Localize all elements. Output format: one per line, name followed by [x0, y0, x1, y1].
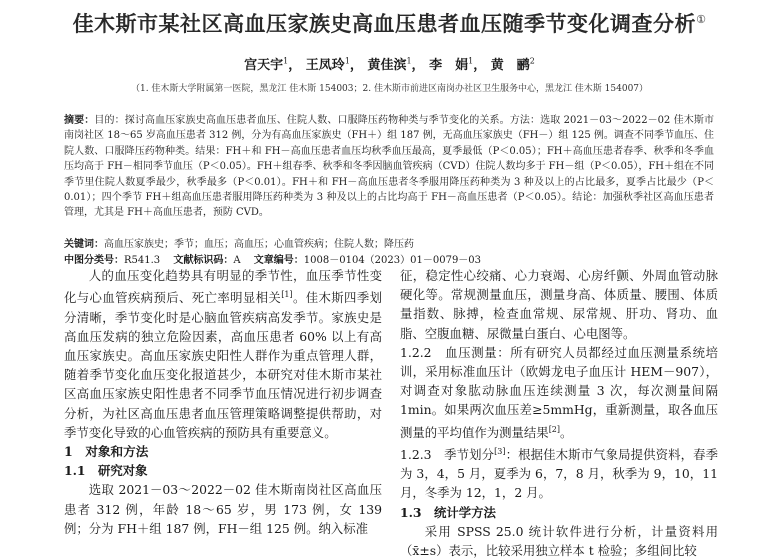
- subjects-paragraph: 选取 2021－03～2022－02 佳木斯南岗社区高血压患者 312 例，年龄 18～65 岁，男 173 例，女 139 例；分为 FH＋组 187 例，FH－组 125 例。纳入标准: [64, 482, 382, 536]
- title-footnote-mark: ①: [696, 13, 707, 26]
- abstract-label: 摘要：: [64, 115, 95, 126]
- citation-ref: [2]: [548, 424, 561, 434]
- body-column-right: [400, 266, 718, 560]
- keywords-text: 高血压家族史；季节；血压；高血压；心血管疾病；住院人数；降压药: [104, 239, 414, 250]
- intro-paragraph: 人的血压变化趋势具有明显的季节性，血压季节性变化与心血管疾病预后、死亡率明显相关[1]。佳木斯四季划分清晰，季节变化时是心脑血管疾病高发季节。家族史是高血压发病的独立危险因素，高血压患者 60% 以上有高血压家族史。高血压家族史阳性人群作为重点管理人群，随着季节变化血压变化报道甚少，本研究对佳木斯市某社区高血压家族史阳性患者不同季节血压情况进行初步调查分析，为社区高血压患者血压管理策略调整提供帮助，对季节变化导致的心血管疾病的预防具有重要意义。: [64, 268, 383, 440]
- keywords: [64, 238, 714, 252]
- author: 宫天宇$^1$: [244, 56, 289, 73]
- doc-code-label: 文献标识码：: [173, 255, 234, 266]
- author: 李 娟$^1$: [429, 56, 474, 73]
- author: 黄佳滨$^1$: [367, 56, 412, 73]
- doc-code-value: A: [233, 255, 241, 266]
- keywords-label: 关键词：: [64, 239, 104, 250]
- article-number-label: 文章编号：: [253, 255, 304, 266]
- clc-value: R541.3: [124, 255, 161, 266]
- bp-measurement-paragraph: 1.2.2 血压测量：所有研究人员都经过血压测量系统培训，采用标准血压计（欧姆龙电子血压计 HEM－907），对调查对象肱动脉血压连续测量 3 次，每次测量间隔 1min。如果两次血压差≥5mmHg，重新测量，取各血压测量的平均值作为测量结果[2]。: [400, 344, 719, 440]
- stats-paragraph: 采用 SPSS 25.0 统计软件进行分析，计量资料用（x̄±s）表示，比较采用独立样本 t 检验；多组间比较: [400, 523, 718, 559]
- abstract-text: 目的：探讨高血压家族史高血压患者血压、住院人数、口服降压药物种类与季节变化的关系。方法：选取 2021－03～2022－02 佳木斯市南岗社区 18～65 岁高血压患者 312 例，分为有高血压家族史（FH＋）组 187 例，无高血压家族史（FH－）组 125 例。调查不同季节血压、住院人数、口服降压药物种类。结果：FH＋和 FH－高血压患者血压均秋季血压最高，夏季最低（P＜0.05）；FH＋高血压患者春季、秋季和冬季血压均高于 FH－相同季节血压（P＜0.05）。FH＋组春季、秋季和冬季因脑血管疾病（CVD）住院人数均多于 FH－组（P＜0.05），FH＋组在不同季节里住院人数夏季最少，秋季最多（P＜0.01）。FH＋和 FH－高血压患者冬季服用降压药种类为 3 种及以上的占比最多，夏季占比最少（P＜0.01）；四个季节 FH＋组高血压患者服用降压药种类为 3 种及以上的占比均高于 FH－高血压患者（P＜0.05）。结论：加强秋季社区高血压患者管理，尤其是 FH＋高血压患者，预防 CVD。: [64, 115, 714, 219]
- author: 王凤玲$^1$: [305, 56, 350, 73]
- body-column-left: [64, 266, 382, 538]
- paper-title: [0, 8, 779, 38]
- citation-ref: [3]: [494, 446, 506, 456]
- subsection-label: 1.2.2 血压测量：: [400, 344, 511, 360]
- citation-ref: [1]: [281, 290, 293, 300]
- subsection-heading: 1.1 研究对象: [64, 463, 148, 479]
- affiliations: （1. 佳木斯大学附属第一医院，黑龙江 佳木斯 154003；2. 佳木斯市前进区南岗办社区卫生服务中心，黑龙江 佳木斯 154007）: [130, 84, 649, 94]
- section-heading: 1 对象和方法: [64, 443, 149, 459]
- title-text: 佳木斯市某社区高血压家族史高血压患者血压随季节变化调查分析: [72, 11, 697, 36]
- subsection-heading: 1.3 统计学方法: [400, 504, 496, 520]
- article-number-value: 1008－0104（2023）01－0079－03: [303, 255, 482, 266]
- author: 黄 鹂$^2$: [490, 56, 535, 73]
- author-list: 宫天宇$^1$， 王凤玲$^1$， 黄佳滨$^1$， 李 娟$^1$， 黄 鹂$^2$: [244, 56, 535, 73]
- continued-paragraph: 征，稳定性心绞痛、心力衰竭、心房纤颤、外周血管动脉硬化等。常规测量血压，测量身高、体质量、腰围、体质量指数、脉搏，检查血常规、尿常规、肝功、肾功、血脂、空腹血糖、尿微量白蛋白、心电图等。: [400, 268, 718, 341]
- season-paragraph: 1.2.3 季节划分[3]：根据佳木斯市气象局提供资料，春季为 3，4，5 月，夏季为 6，7，8 月，秋季为 9，10，11 月，冬季为 12，1，2 月。: [400, 446, 718, 501]
- abstract: [64, 113, 714, 221]
- clc-label: 中图分类号：: [64, 255, 124, 266]
- subsection-label: 1.2.3 季节划分: [400, 447, 495, 463]
